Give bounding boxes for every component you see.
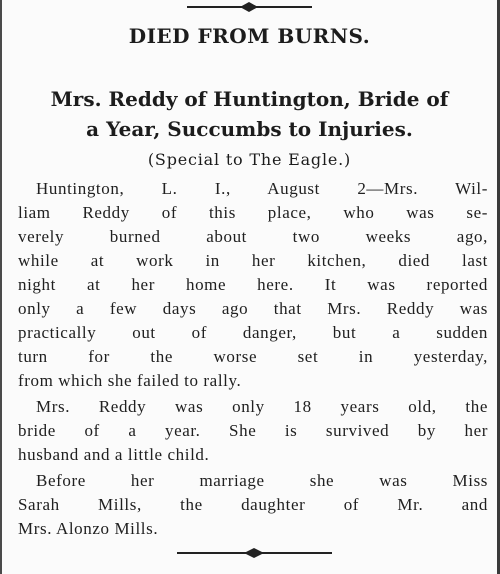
headline: DIED FROM BURNS. xyxy=(128,24,371,48)
body-line: Mrs. Reddy was only 18 years old, the xyxy=(36,397,488,416)
subheadline-line-1: Mrs. Reddy of Huntington, Bride of xyxy=(50,87,449,111)
body-line: only a few days ago that Mrs. Reddy was xyxy=(18,299,488,318)
body-line: Sarah Mills, the daughter of Mr. and xyxy=(18,495,488,514)
body-line: Mrs. Alonzo Mills. xyxy=(18,519,159,538)
subheadline-line-2: a Year, Succumbs to Injuries. xyxy=(86,117,413,141)
body-line: night at her home here. It was reported xyxy=(18,275,488,294)
body-line: while at work in her kitchen, died last xyxy=(18,251,488,270)
subheadline xyxy=(2,84,497,144)
top-rule-ornament xyxy=(2,0,497,14)
body-line: verely burned about two weeks ago, xyxy=(18,227,488,246)
body-line: Huntington, L. I., August 2—Mrs. Wil- xyxy=(36,179,488,198)
body-line: Before her marriage she was Miss xyxy=(36,471,488,490)
body-line: practically out of danger, but a sudden xyxy=(18,323,488,342)
body-line: turn for the worse set in yesterday, xyxy=(18,347,488,366)
body-line: husband and a little child. xyxy=(18,445,210,464)
body-line: bride of a year. She is survived by her xyxy=(18,421,488,440)
dateline: (Special to The Eagle.) xyxy=(147,150,352,169)
bottom-rule-ornament xyxy=(2,546,497,560)
bottom-rule xyxy=(2,546,497,560)
body-line: liam Reddy of this place, who was se- xyxy=(18,203,488,222)
top-rule xyxy=(2,0,497,14)
body-line: from which she failed to rally. xyxy=(18,371,242,390)
